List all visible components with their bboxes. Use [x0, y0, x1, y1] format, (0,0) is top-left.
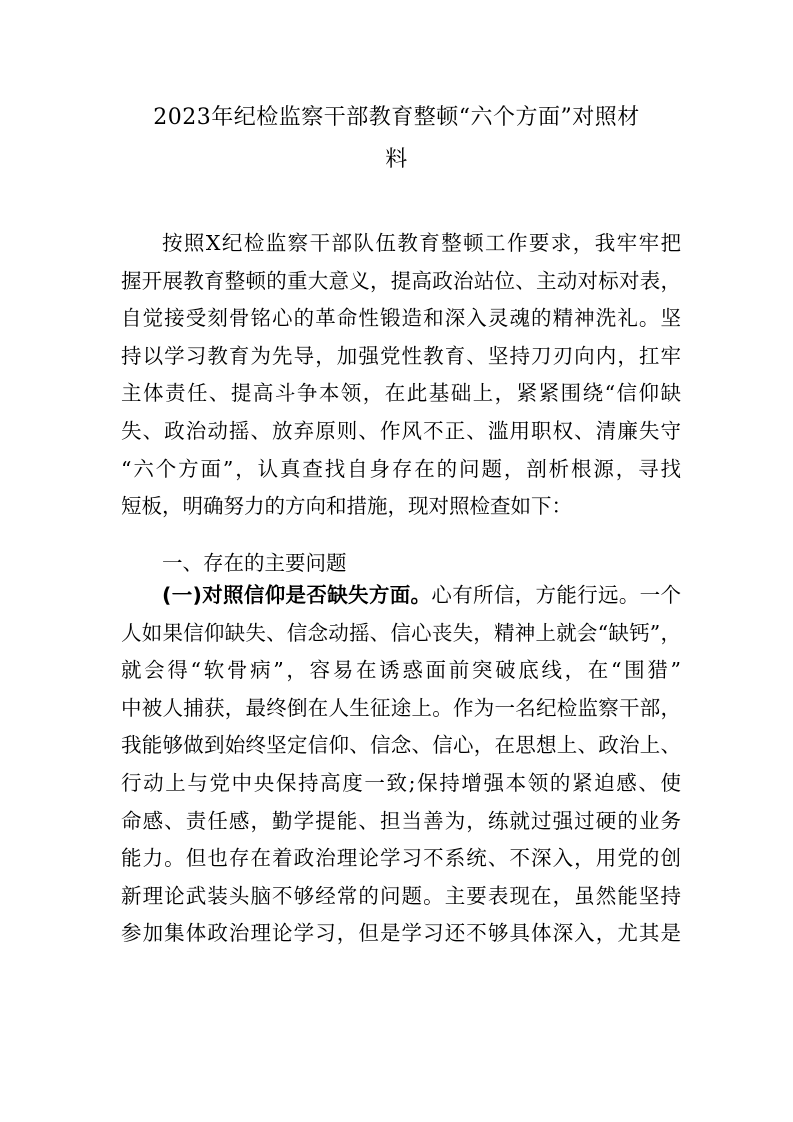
text-line: 我能够做到始终坚定信仰、信念、信心，在思想上、政治上、	[121, 733, 681, 758]
text-line: 自觉接受刻骨铭心的革命性锻造和深入灵魂的精神洗礼。坚	[121, 306, 681, 331]
title-line-2: 料	[385, 147, 408, 172]
text-line: 按照X纪检监察干部队伍教育整顿工作要求，我牢牢把	[162, 231, 681, 255]
text-line: 持以学习教育为先导，加强党性教育、坚持刀刃向内，扛牢	[121, 343, 681, 368]
intro-paragraph	[121, 225, 681, 526]
text-line: 握开展教育整顿的重大意义，提高政治站位、主动对标对表，	[121, 268, 681, 293]
section-heading: 一、存在的主要问题	[162, 551, 347, 575]
text-line: 新理论武装头脑不够经常的问题。主要表现在，虽然能坚持	[121, 883, 681, 908]
text-line: 主体责任、提高斗争本领，在此基础上，紧紧围绕“信仰缺	[121, 381, 681, 406]
document-title	[110, 97, 683, 181]
subsection-heading: (一)对照信仰是否缺失方面。	[162, 583, 432, 607]
text-line: 人如果信仰缺失、信念动摇、信心丧失，精神上就会“缺钙”，	[121, 620, 681, 645]
text-line: 就会得“软骨病”，容易在诱惑面前突破底线，在“围猎”	[121, 658, 681, 683]
text-line: 命感、责任感，勤学提能、担当善为，练就过强过硬的业务	[121, 808, 681, 833]
text-line: 参加集体政治理论学习，但是学习还不够具体深入，尤其是	[121, 921, 681, 946]
text-line: 中被人捕获，最终倒在人生征途上。作为一名纪检监察干部，	[121, 695, 681, 720]
text-line: 行动上与党中央保持高度一致;保持增强本领的紧迫感、使	[121, 770, 681, 795]
text-run: 心有所信，方能行远。一个	[431, 583, 681, 607]
text-line: 失、政治动摇、放弃原则、作风不正、滥用职权、清廉失守	[121, 418, 681, 443]
text-line: 短板，明确努力的方向和措施，现对照检查如下：	[121, 494, 572, 519]
text-line	[121, 577, 681, 615]
text-line: “六个方面”，认真查找自身存在的问题，剖析根源，寻找	[121, 456, 681, 481]
title-line-1: 2023年纪检监察干部教育整顿“六个方面”对照材	[153, 105, 640, 130]
subsection-paragraph	[121, 577, 681, 953]
text-line: 能力。但也存在着政治理论学习不系统、不深入，用党的创	[121, 846, 681, 871]
